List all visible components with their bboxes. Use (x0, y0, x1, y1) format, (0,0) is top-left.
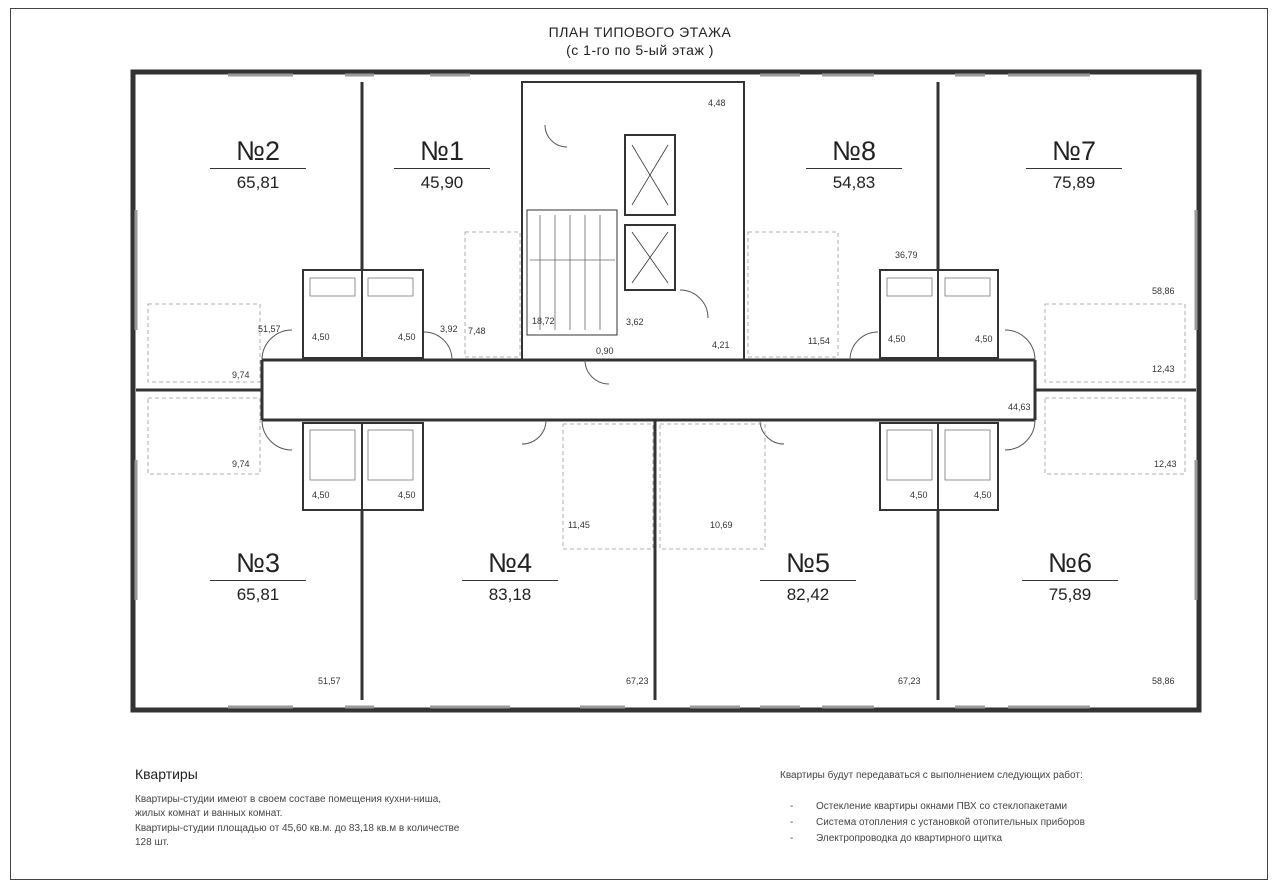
divider (760, 580, 856, 581)
bullet: - (790, 817, 794, 828)
plan-subtitle: (с 1-го по 5-ый этаж ) (566, 42, 714, 58)
room-area: 4,50 (910, 490, 928, 500)
apartment-area: 83,18 (488, 585, 532, 604)
apartment-7 (1004, 136, 1144, 193)
room-area: 0,90 (596, 346, 614, 356)
notes-line: Квартиры-студии имеют в своем составе помещения кухни-ниша, (135, 794, 442, 805)
room-area: 4,50 (398, 490, 416, 500)
apartment-area: 75,89 (1048, 585, 1092, 604)
apartment-number: №4 (488, 548, 532, 578)
apartment-number: №5 (786, 548, 830, 578)
room-area: 4,50 (312, 332, 330, 342)
apartment-number: №8 (832, 136, 876, 166)
room-area: 67,23 (898, 676, 921, 686)
apartment-number: №2 (236, 136, 280, 166)
divider (1022, 580, 1118, 581)
divider (394, 168, 490, 169)
room-area: 7,48 (468, 326, 486, 336)
bullet: - (790, 833, 794, 844)
apartment-number: №1 (420, 136, 464, 166)
apartment-2 (188, 136, 328, 193)
room-area: 4,21 (712, 340, 730, 350)
works-item (790, 801, 1067, 812)
room-area: 18,72 (532, 316, 555, 326)
room-area: 36,79 (895, 250, 918, 260)
notes-line: 128 шт. (135, 837, 169, 848)
apartment-3 (188, 548, 328, 605)
works-item-text: Электропроводка до квартирного щитка (816, 833, 1003, 844)
apartment-area: 65,81 (236, 585, 280, 604)
apartment-area: 82,42 (786, 585, 830, 604)
room-area: 51,57 (258, 324, 281, 334)
works-item (790, 833, 1002, 844)
room-area: 3,62 (626, 317, 644, 327)
apartment-area: 75,89 (1052, 173, 1096, 192)
apartment-8 (784, 136, 924, 193)
room-area: 3,92 (440, 324, 458, 334)
room-area: 44,63 (1008, 402, 1031, 412)
apartment-1 (372, 136, 512, 193)
notes-line: жилых комнат и ванных комнат. (135, 808, 283, 819)
apartment-number: №3 (236, 548, 280, 578)
room-area: 4,50 (312, 490, 330, 500)
room-area: 4,50 (974, 490, 992, 500)
divider (806, 168, 902, 169)
divider (462, 580, 558, 581)
room-area: 58,86 (1152, 286, 1175, 296)
room-area: 10,69 (710, 520, 733, 530)
room-area: 11,54 (808, 336, 830, 346)
apartment-number: №7 (1052, 136, 1096, 166)
room-area: 9,74 (232, 370, 250, 380)
room-area: 4,48 (708, 98, 726, 108)
room-area: 11,45 (568, 520, 590, 530)
works-item-text: Остекление квартиры окнами ПВХ со стеклопакетами (816, 801, 1068, 812)
room-area: 4,50 (398, 332, 416, 342)
room-area: 4,50 (888, 334, 906, 344)
apartment-5 (738, 548, 878, 605)
room-area: 51,57 (318, 676, 341, 686)
works-title: Квартиры будут передаваться с выполнением следующих работ: (780, 770, 1083, 781)
apartment-area: 45,90 (420, 173, 464, 192)
divider (210, 168, 306, 169)
divider (210, 580, 306, 581)
works-item-text: Система отопления с установкой отопительных приборов (816, 817, 1085, 828)
notes-line: Квартиры-студии площадью от 45,60 кв.м. до 83,18 кв.м в количестве (135, 823, 460, 834)
apartment-6 (1000, 548, 1140, 605)
room-area: 58,86 (1152, 676, 1175, 686)
apartment-number: №6 (1048, 548, 1092, 578)
room-area: 12,43 (1154, 459, 1177, 469)
apartment-area: 54,83 (832, 173, 876, 192)
apartment-4 (440, 548, 580, 605)
bullet: - (790, 801, 794, 812)
plan-title: ПЛАН ТИПОВОГО ЭТАЖА (548, 24, 732, 40)
room-area: 4,50 (975, 334, 993, 344)
room-area: 12,43 (1152, 364, 1175, 374)
apartment-area: 65,81 (236, 173, 280, 192)
works-item (790, 817, 1085, 828)
divider (1026, 168, 1122, 169)
notes-title: Квартиры (135, 766, 198, 782)
room-area: 67,23 (626, 676, 649, 686)
room-area: 9,74 (232, 459, 250, 469)
